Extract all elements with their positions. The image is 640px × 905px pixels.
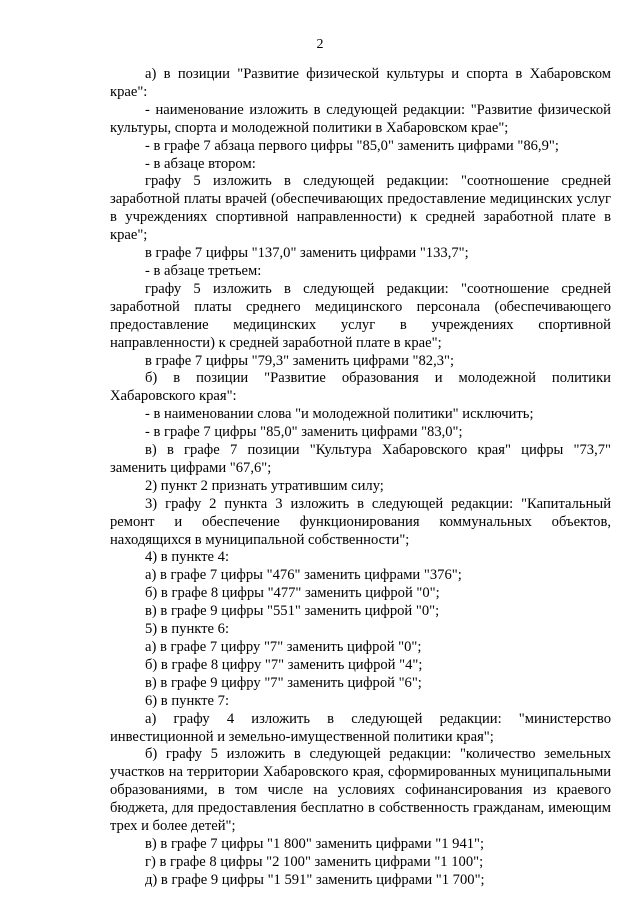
document-body <box>110 66 611 890</box>
paragraph: б) в позиции "Развитие образования и молодежной политики Хабаровского края": <box>110 370 611 405</box>
paragraph: в графе 7 цифры "79,3" заменить цифрами "82,3"; <box>145 352 455 369</box>
paragraph: 4) в пункте 4: <box>145 549 230 566</box>
paragraph: а) графу 4 изложить в следующей редакции: "министерство инвестиционной и земельно-имущественной политики края"; <box>110 710 611 745</box>
paragraph: а) в позиции "Развитие физической культуры и спорта в Хабаровском крае": <box>110 66 611 100</box>
paragraph: в) в графе 7 позиции "Культура Хабаровского края" цифры "73,7" заменить цифрами "67,6"; <box>110 442 611 476</box>
paragraph: 3) графу 2 пункта 3 изложить в следующей редакции: "Капитальный ремонт и обеспечение функционирования коммунальных объектов, находящихся в муниципальной собственности"; <box>110 495 611 548</box>
paragraph: г) в графе 8 цифры "2 100" заменить цифрами "1 100"; <box>145 853 484 870</box>
paragraph: а) в графе 7 цифры "476" заменить цифрами "376"; <box>145 567 462 584</box>
paragraph: д) в графе 9 цифры "1 591" заменить цифрами "1 700"; <box>145 871 485 888</box>
paragraph: б) в графе 8 цифры "477" заменить цифрой "0"; <box>145 585 440 602</box>
paragraph: б) графу 5 изложить в следующей редакции: "количество земельных участков на территории Хабаровского края, сформированных муниципальными образованиями, в том числе на условиях софинансирования из краевого бюджета, для предоставления бесплатно в собственность гражданам, имеющим трех и более детей"; <box>110 746 611 835</box>
paragraph: - в абзаце третьем: <box>145 262 262 279</box>
paragraph: в графе 7 цифры "137,0" заменить цифрами "133,7"; <box>145 245 469 262</box>
paragraph: - в графе 7 цифры "85,0" заменить цифрами "83,0"; <box>145 424 463 441</box>
paragraph: в) в графе 9 цифру "7" заменить цифрой "6"; <box>145 674 422 691</box>
paragraph: 6) в пункте 7: <box>145 692 230 709</box>
paragraph: а) в графе 7 цифру "7" заменить цифрой "0"; <box>145 639 422 655</box>
paragraph: графу 5 изложить в следующей редакции: "соотношение средней заработной платы врачей (обеспечивающих предоставление медицинских услуг в учреждениях спортивной направленности) к средней заработной плате в крае"; <box>110 173 611 244</box>
paragraph: 5) в пункте 6: <box>145 621 230 638</box>
paragraph: - в наименовании слова "и молодежной политики" исключить; <box>145 406 534 423</box>
paragraph: в) в графе 7 цифры "1 800" заменить цифрами "1 941"; <box>145 835 485 852</box>
paragraph: - в абзаце втором: <box>145 155 256 172</box>
paragraph: 2) пункт 2 признать утратившим силу; <box>145 477 384 494</box>
paragraph: б) в графе 8 цифру "7" заменить цифрой "4"; <box>145 656 423 673</box>
paragraph: - наименование изложить в следующей редакции: "Развитие физической культуры, спорта и молодежной политики в Хабаровском крае"; <box>110 101 611 136</box>
paragraph: графу 5 изложить в следующей редакции: "соотношение средней заработной платы среднего медицинского персонала (обеспечивающего предоставление медицинских услуг в учреждениях спортивной направленности) к средней заработной плате в крае"; <box>110 280 611 351</box>
paragraph: в) в графе 9 цифры "551" заменить цифрой "0"; <box>145 603 440 620</box>
page-number: 2 <box>316 37 324 52</box>
paragraph: - в графе 7 абзаца первого цифры "85,0" заменить цифрами "86,9"; <box>145 137 559 154</box>
